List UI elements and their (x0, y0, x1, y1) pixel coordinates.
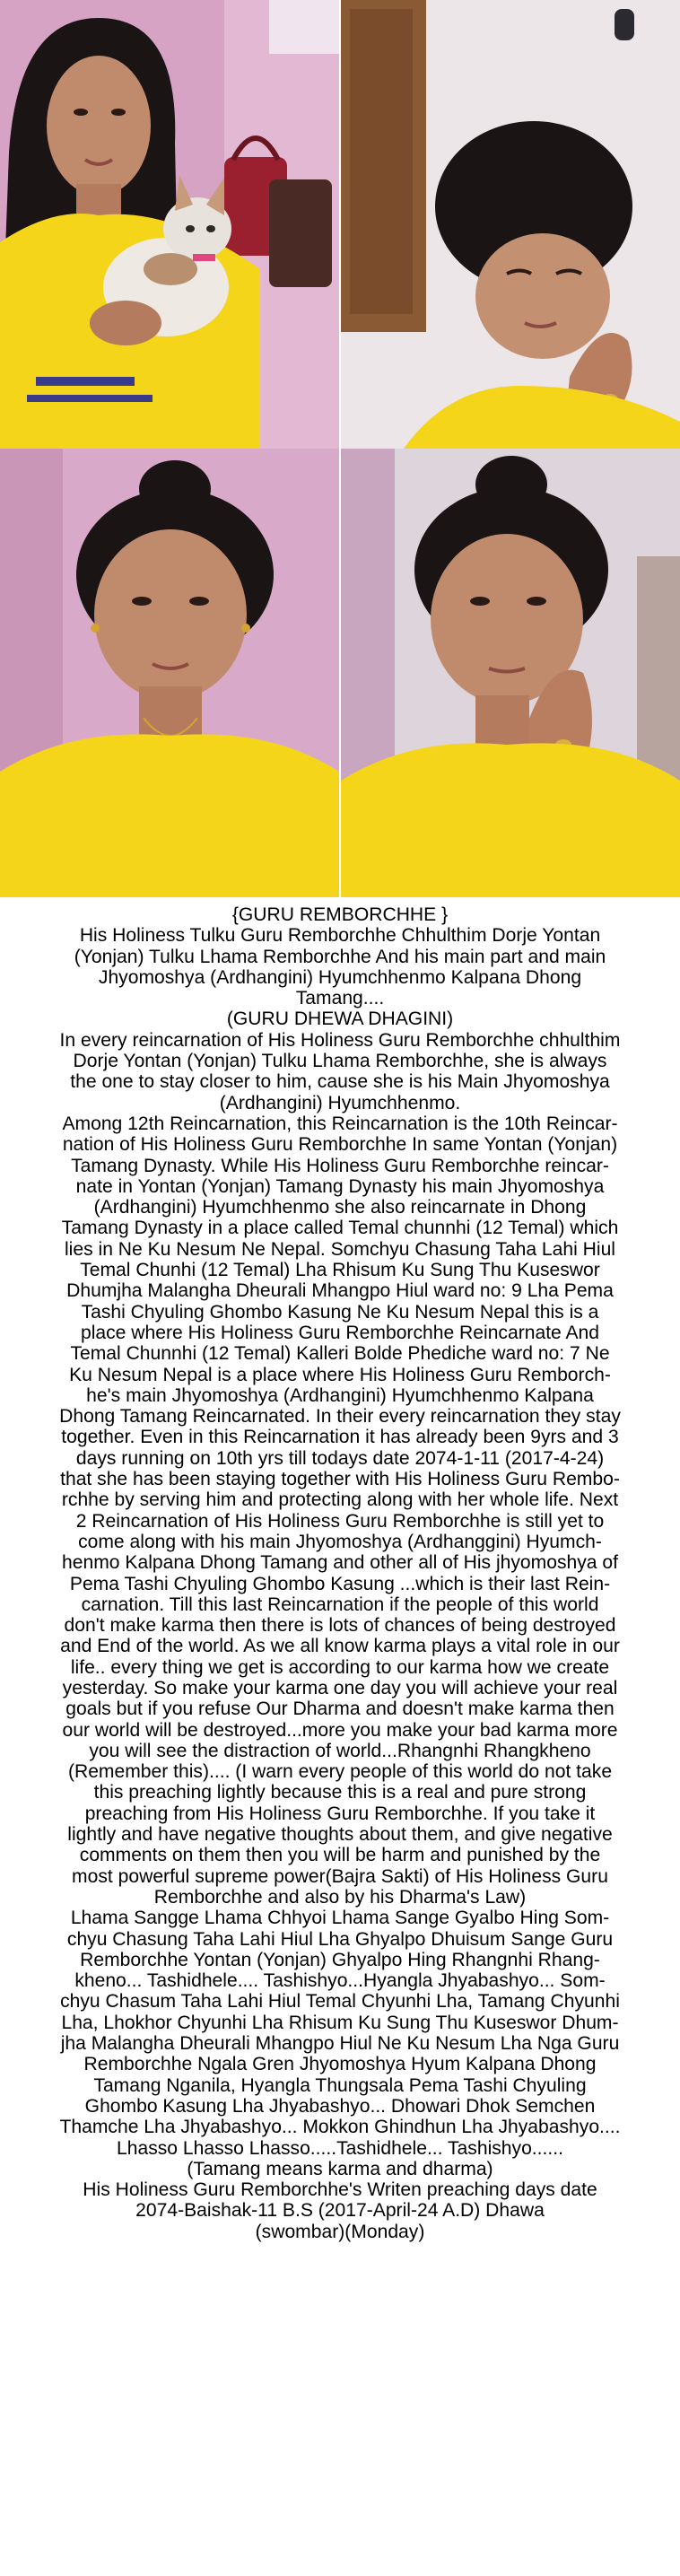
text-line: most powerful supreme power(Bajra Sakti) of His Holiness Guru (72, 1865, 608, 1887)
text-line: yesterday. So make your karma one day you will achieve your real (62, 1677, 618, 1698)
text-line: the one to stay closer to him, cause she is his Main Jhyomoshya (70, 1071, 610, 1093)
text-line: preaching from His Holiness Guru Remborchhe. If you take it (84, 1803, 596, 1824)
text-line: chyu Chasung Taha Lahi Hiul Lha Ghyalpo Dhuisum Sange Guru (66, 1928, 614, 1950)
text-line: he's main Jhyomoshya (Ardhangini) Hyumchhenmo Kalpana (86, 1384, 594, 1406)
text-line: don't make karma then there is lots of chances of being destroyed (64, 1615, 616, 1637)
text-line: (swombar)(Monday) (255, 2221, 425, 2242)
text-line: (Ardhangini) Hyumchhenmo. (219, 1092, 461, 1113)
text-line: and End of the world. As we all know karma plays a vital role in our (60, 1636, 620, 1657)
woman-hand-on-cheek-close-image (341, 449, 680, 897)
text-line: come along with his main Jhyomoshya (Ardhanggini) Hyumch- (78, 1531, 602, 1552)
text-line: nation of His Holiness Guru Remborchhe In same Yontan (Yonjan) (62, 1134, 618, 1156)
text-line: nate in Yontan (Yonjan) Tamang Dynasty his main Jhyomoshya (75, 1175, 605, 1197)
text-line: His Holiness Guru Remborchhe's Writen preaching days date (83, 2179, 597, 2201)
text-line: Lhama Sangge Lhama Chhyoi Lhama Sange Gyalbo Hing Som- (70, 1908, 610, 1929)
text-line: that she has been staying together with His Holiness Guru Rembo- (60, 1469, 620, 1490)
text-line: (Remember this).... (I warn every people of this world do not take (67, 1761, 613, 1783)
text-line: In every reincarnation of His Holiness Guru Remborchhe chhulthim (59, 1029, 621, 1051)
text-line: Temal Chunhi (12 Temal) Lha Rhisum Ku Sung Thu Kuseswor (80, 1260, 600, 1281)
text-line: jha Malangha Dheurali Mhangpo Hiul Ne Ku Nesum Lha Nga Guru (60, 2033, 620, 2055)
text-line: Tamang.... (295, 988, 385, 1009)
text-line: place where His Holiness Guru Remborchhe Reincarnate And (80, 1322, 600, 1343)
text-line: carnation. Till this last Reincarnation if the people of this world (81, 1594, 599, 1615)
text-line: Remborchhe and also by his Dharma's Law) (153, 1886, 527, 1908)
text-line: (GURU DHEWA DHAGINI) (226, 1009, 454, 1030)
photo-woman-hand-on-cheek-close (341, 449, 680, 897)
text-line: rchhe by serving him and protecting along with her whole life. Next (61, 1489, 619, 1511)
text-line: His Holiness Tulku Guru Remborchhe Chhulthim Dorje Yontan (79, 925, 601, 947)
text-line: Tamang Dynasty. While His Holiness Guru Remborchhe reincar- (71, 1155, 609, 1176)
text-line: Ghombo Kasung Lha Jhyabashyo... Dhowari Dhok Semchen (84, 2095, 596, 2117)
text-line: lies in Ne Ku Nesum Ne Nepal. Somchyu Chasung Taha Lahi Hiul (65, 1238, 615, 1260)
text-line: you will see the distraction of world...Rhangnhi Rhangkheno (89, 1740, 591, 1761)
text-line: Jhyomoshya (Ardhangini) Hyumchhenmo Kalpana Dhong (98, 966, 582, 988)
woman-portrait-image (0, 449, 339, 897)
text-line: Remborchhe Yontan (Yonjan) Ghyalpo Hing Rhangnhi Rhang- (80, 1949, 600, 1970)
text-line: (Tamang means karma and dharma) (187, 2158, 493, 2179)
text-line: goals but if you refuse Our Dharma and doesn't make karma then (65, 1698, 615, 1720)
text-line: Ku Nesum Nepal is a place where His Holiness Guru Remborch- (69, 1364, 611, 1385)
text-line: this preaching lightly because this is a real and pure strong (93, 1782, 587, 1803)
text-line: Temal Chunnhi (12 Temal) Kalleri Bolde Phediche ward no: 7 Ne (70, 1343, 610, 1365)
text-line: (Yonjan) Tulku Lhama Remborchhe And his main part and main (74, 946, 606, 967)
text-line: Thamche Lha Jhyabashyo... Mokkon Ghindhun Lha Jhyabashyo.... (59, 2117, 621, 2138)
text-line: Remborchhe Ngala Gren Jhyomoshya Hyum Kalpana Dhong (83, 2054, 597, 2075)
preaching-text (5, 904, 675, 2242)
text-line: Dhong Tamang Reincarnated. In their every reincarnation they stay (59, 1406, 621, 1428)
text-line: chyu Chasum Taha Lahi Hiul Temal Chyunhi Lha, Tamang Chyunhi (60, 1991, 620, 2013)
text-line: Lha, Lhokhor Chyunhi Lha Rhisum Ku Sung Thu Kuseswor Dhum- (61, 2012, 619, 2033)
photo-woman-with-kitten (0, 0, 339, 449)
document-title: {GURU REMBORCHHE } (231, 904, 449, 925)
text-line: Tashi Chyuling Ghombo Kasung Ne Ku Nesum Nepal this is a (81, 1301, 599, 1323)
text-line: Among 12th Reincarnation, this Reincarnation is the 10th Reincar- (62, 1113, 618, 1134)
text-line: Tamang Nganila, Hyangla Thungsala Pema Tashi Chyuling (93, 2074, 587, 2096)
photo-woman-portrait (0, 449, 339, 897)
text-line: days running on 10th yrs till todays date 2074-1-11 (2017-4-24) (75, 1447, 605, 1469)
woman-with-kitten-image (0, 0, 339, 449)
text-line: Tamang Dynasty in a place called Temal chunnhi (12 Temal) which (61, 1218, 619, 1239)
photo-woman-hand-on-cheek (341, 0, 680, 449)
text-line: Dhumjha Malangha Dheurali Mhangpo Hiul ward no: 9 Lha Pema (66, 1280, 614, 1302)
text-line: Dorje Yontan (Yonjan) Tulku Lhama Remborchhe, she is always (73, 1051, 607, 1072)
text-line: 2 Reincarnation of His Holiness Guru Remborchhe is still yet to (75, 1510, 605, 1532)
text-line: henmo Kalpana Dhong Tamang and other all of His jhyomoshya of (62, 1552, 618, 1574)
text-line: Pema Tashi Chyuling Ghombo Kasung ...which is their last Rein- (69, 1573, 611, 1594)
photo-collage (0, 0, 680, 897)
text-line: together. Even in this Reincarnation it has already been 9yrs and 3 (61, 1427, 619, 1448)
text-line: life.. every thing we get is according to our karma how we create (70, 1656, 610, 1678)
text-line: Lhasso Lhasso Lhasso.....Tashidhele... Tashishyo...... (117, 2137, 563, 2159)
text-line: our world will be destroyed...more you make your bad karma more (62, 1719, 618, 1741)
text-line: lightly and have negative thoughts about them, and give negative (67, 1824, 613, 1846)
woman-hand-on-cheek-image (341, 0, 680, 449)
text-line: kheno... Tashidhele.... Tashishyo...Hyangla Jhyabashyo... Som- (74, 1970, 606, 1992)
text-line: (Ardhangini) Hyumchhenmo she also reincarnate in Dhong (93, 1197, 587, 1218)
text-line: 2074-Baishak-11 B.S (2017-April-24 A.D) Dhawa (135, 2200, 545, 2222)
text-line: comments on them then you will be harm and punished by the (79, 1845, 601, 1866)
